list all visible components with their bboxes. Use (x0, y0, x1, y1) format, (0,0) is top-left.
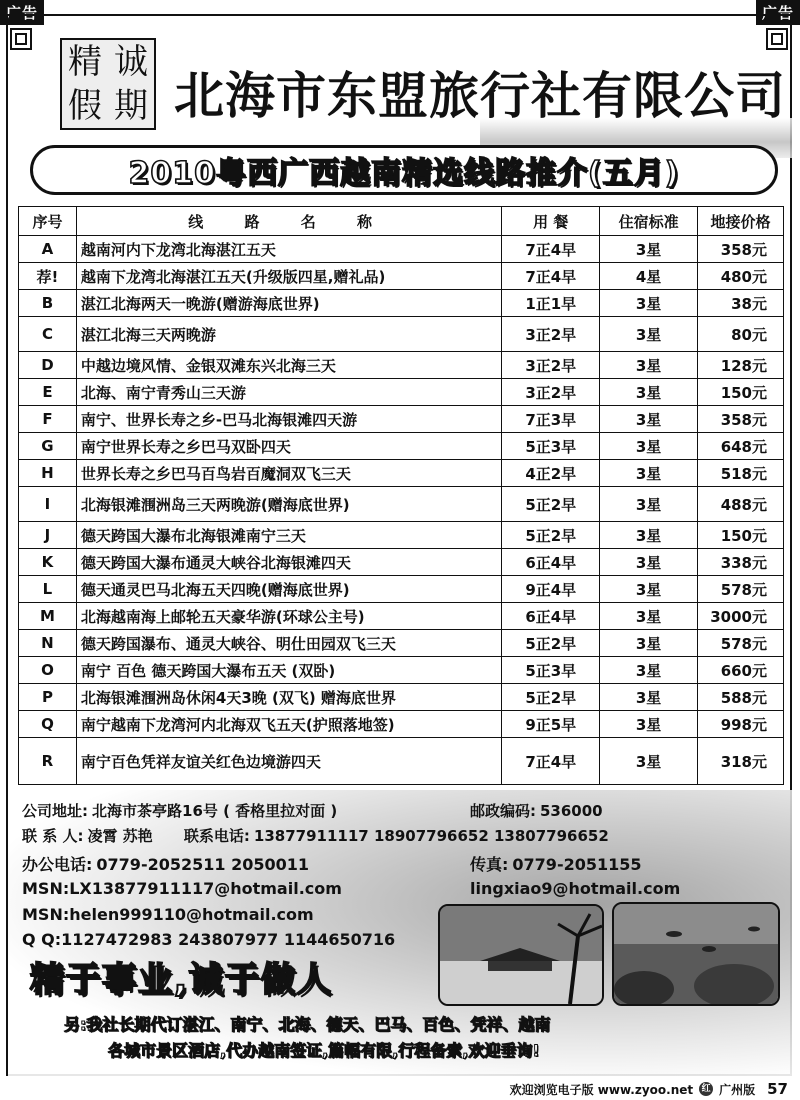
route-code: O (19, 657, 77, 684)
header-no: 序号 (19, 207, 77, 236)
route-code: L (19, 576, 77, 603)
route-price: 358元 (698, 406, 784, 433)
route-hotel: 3星 (600, 317, 698, 352)
company-logo (60, 38, 156, 130)
route-price: 578元 (698, 576, 784, 603)
office-value: 0779-2052511 2050011 (96, 855, 310, 874)
footer-edition: 广州版 (719, 1082, 756, 1097)
service-note-line: 各城市景区酒店,代办越南签证,篇幅有限,行程备索,欢迎垂询! (108, 1041, 540, 1060)
route-name: 北海、南宁青秀山三天游 (76, 379, 501, 406)
qq-numbers: Q Q:1127472983 243807977 1144650716 (22, 930, 396, 949)
table-row (19, 406, 784, 433)
route-hotel: 3星 (600, 738, 698, 785)
route-name: 南宁 百色 德天跨国大瀑布五天 (双卧) (76, 657, 501, 684)
postcode-label: 邮政编码: (470, 802, 536, 820)
table-row (19, 487, 784, 522)
corner-box-icon (766, 28, 788, 50)
route-hotel: 3星 (600, 352, 698, 379)
route-name: 德天跨国瀑布、通灵大峡谷、明仕田园双飞三天 (76, 630, 501, 657)
route-hotel: 3星 (600, 379, 698, 406)
route-hotel: 3星 (600, 236, 698, 263)
route-hotel: 3星 (600, 487, 698, 522)
route-hotel: 3星 (600, 549, 698, 576)
route-price: 488元 (698, 487, 784, 522)
email: lingxiao9@hotmail.com (470, 879, 681, 898)
route-name: 南宁越南下龙湾河内北海双飞五天(护照落地签) (76, 711, 501, 738)
msn1: MSN:LX13877911117@hotmail.com (22, 879, 342, 898)
route-code: A (19, 236, 77, 263)
msn2: MSN:helen999110@hotmail.com (22, 905, 314, 924)
header-hotel: 住宿标准 (600, 207, 698, 236)
route-meals: 7正4早 (502, 263, 600, 290)
table-row (19, 379, 784, 406)
postcode-value: 536000 (540, 802, 603, 820)
route-meals: 5正3早 (502, 433, 600, 460)
address-label: 公司地址: (22, 802, 88, 820)
route-hotel: 3星 (600, 711, 698, 738)
route-meals: 6正4早 (502, 549, 600, 576)
route-code: P (19, 684, 77, 711)
route-meals: 3正2早 (502, 379, 600, 406)
route-meals: 5正2早 (502, 487, 600, 522)
route-hotel: 3星 (600, 576, 698, 603)
address-line (22, 800, 337, 821)
address-value: 北海市茶亭路16号 ( 香格里拉对面 ) (92, 802, 338, 820)
route-code: Q (19, 711, 77, 738)
ad-tag-left: 广告 (0, 0, 44, 25)
route-code: I (19, 487, 77, 522)
footer-site: 欢迎浏览电子版 www.zyoo.net (509, 1082, 694, 1097)
route-name: 北海银滩涠洲岛休闲4天3晚 (双飞) 赠海底世界 (76, 684, 501, 711)
logo-char: 诚 (114, 42, 148, 82)
route-code: H (19, 460, 77, 487)
person-value: 凌霄 苏艳 (87, 827, 153, 845)
route-name: 北海越南海上邮轮五天豪华游(环球公主号) (76, 603, 501, 630)
header-meal: 用 餐 (502, 207, 600, 236)
page-footer (510, 1080, 788, 1098)
route-hotel: 3星 (600, 522, 698, 549)
route-price: 150元 (698, 522, 784, 549)
phone-value: 13877911117 18907796652 13807796652 (253, 827, 609, 845)
route-meals: 9正5早 (502, 711, 600, 738)
route-name: 德天通灵巴马北海五天四晚(赠海底世界) (76, 576, 501, 603)
route-price: 578元 (698, 630, 784, 657)
route-code: G (19, 433, 77, 460)
table-row (19, 236, 784, 263)
reef-photo-image (614, 904, 778, 1004)
route-name: 中越边境风情、金银双滩东兴北海三天 (76, 352, 501, 379)
fax-line (470, 852, 642, 875)
route-meals: 7正4早 (502, 738, 600, 785)
route-code: K (19, 549, 77, 576)
route-code: M (19, 603, 77, 630)
route-price: 518元 (698, 460, 784, 487)
route-code: N (19, 630, 77, 657)
route-price: 358元 (698, 236, 784, 263)
route-code: D (19, 352, 77, 379)
route-price: 648元 (698, 433, 784, 460)
route-meals: 5正2早 (502, 522, 600, 549)
ad-tag-right: 广告 (756, 0, 800, 25)
route-hotel: 3星 (600, 460, 698, 487)
contact-person-line (22, 825, 609, 846)
service-note-line: 另:我社长期代订湛江、南宁、北海、德天、巴马、百色、凭祥、越南 (64, 1015, 551, 1034)
route-price: 128元 (698, 352, 784, 379)
route-price: 998元 (698, 711, 784, 738)
route-meals: 5正2早 (502, 684, 600, 711)
phone-label: 联系电话: (183, 827, 250, 845)
route-name: 南宁、世界长寿之乡-巴马北海银滩四天游 (76, 406, 501, 433)
route-banner-title: 2010粤西广西越南精选线路推介(五月) (30, 145, 778, 195)
route-name: 湛江北海两天一晚游(赠游海底世界) (76, 290, 501, 317)
route-code: E (19, 379, 77, 406)
route-code: F (19, 406, 77, 433)
route-code: C (19, 317, 77, 352)
route-price: 318元 (698, 738, 784, 785)
route-price: 150元 (698, 379, 784, 406)
table-row (19, 522, 784, 549)
table-row (19, 630, 784, 657)
table-row (19, 263, 784, 290)
route-price: 660元 (698, 657, 784, 684)
route-code: J (19, 522, 77, 549)
table-row (19, 317, 784, 352)
table-row (19, 460, 784, 487)
fax-label: 传真: (470, 855, 509, 874)
table-row (19, 549, 784, 576)
beach-photo (438, 904, 604, 1006)
routes-table (18, 206, 784, 785)
fax-value: 0779-2051155 (512, 855, 642, 874)
route-name: 德天跨国大瀑布北海银滩南宁三天 (76, 522, 501, 549)
route-code: B (19, 290, 77, 317)
table-row (19, 657, 784, 684)
person-label: 联 系 人: (22, 827, 84, 845)
route-price: 480元 (698, 263, 784, 290)
route-name: 世界长寿之乡巴马百鸟岩百魔洞双飞三天 (76, 460, 501, 487)
logo-char: 精 (68, 42, 102, 82)
route-price: 80元 (698, 317, 784, 352)
beach-photo-image (440, 906, 602, 1004)
route-code: 荐! (19, 263, 77, 290)
route-meals: 5正2早 (502, 630, 600, 657)
table-row (19, 433, 784, 460)
route-hotel: 3星 (600, 603, 698, 630)
route-price: 38元 (698, 290, 784, 317)
route-hotel: 3星 (600, 630, 698, 657)
table-row (19, 711, 784, 738)
office-label: 办公电话: (22, 855, 93, 874)
route-hotel: 3星 (600, 433, 698, 460)
table-row (19, 576, 784, 603)
route-meals: 6正4早 (502, 603, 600, 630)
logo-char: 假 (68, 86, 102, 126)
page-number: 57 (767, 1080, 788, 1098)
logo-char: 期 (114, 86, 148, 126)
route-meals: 7正4早 (502, 236, 600, 263)
table-row (19, 603, 784, 630)
route-meals: 4正2早 (502, 460, 600, 487)
route-hotel: 3星 (600, 684, 698, 711)
route-price: 338元 (698, 549, 784, 576)
route-price: 588元 (698, 684, 784, 711)
corner-box-icon (10, 28, 32, 50)
reef-photo (612, 902, 780, 1006)
header-price: 地接价格 (698, 207, 784, 236)
route-hotel: 3星 (600, 290, 698, 317)
table-row (19, 738, 784, 785)
route-hotel: 4星 (600, 263, 698, 290)
footer-logo-icon: 红 (699, 1082, 713, 1096)
route-name: 北海银滩涠洲岛三天两晚游(赠海底世界) (76, 487, 501, 522)
route-meals: 5正3早 (502, 657, 600, 684)
route-meals: 7正3早 (502, 406, 600, 433)
route-name: 德天跨国大瀑布通灵大峡谷北海银滩四天 (76, 549, 501, 576)
route-name: 南宁百色凭祥友谊关红色边境游四天 (76, 738, 501, 785)
table-row (19, 684, 784, 711)
route-hotel: 3星 (600, 406, 698, 433)
table-header-row (19, 207, 784, 236)
route-name: 湛江北海三天两晚游 (76, 317, 501, 352)
postcode-line (470, 800, 603, 821)
route-name: 越南河内下龙湾北海湛江五天 (76, 236, 501, 263)
office-phone-line (22, 852, 309, 875)
table-row (19, 352, 784, 379)
route-meals: 9正4早 (502, 576, 600, 603)
route-meals: 1正1早 (502, 290, 600, 317)
route-name: 南宁世界长寿之乡巴马双卧四天 (76, 433, 501, 460)
slogan: 精于事业,诚于做人 (30, 960, 333, 1000)
route-name: 越南下龙湾北海湛江五天(升级版四星,赠礼品) (76, 263, 501, 290)
route-hotel: 3星 (600, 657, 698, 684)
company-name: 北海市东盟旅行社有限公司 (174, 67, 786, 125)
route-price: 3000元 (698, 603, 784, 630)
route-meals: 3正2早 (502, 352, 600, 379)
header-route-name: 线 路 名 称 (76, 207, 501, 236)
route-code: R (19, 738, 77, 785)
table-row (19, 290, 784, 317)
route-meals: 3正2早 (502, 317, 600, 352)
